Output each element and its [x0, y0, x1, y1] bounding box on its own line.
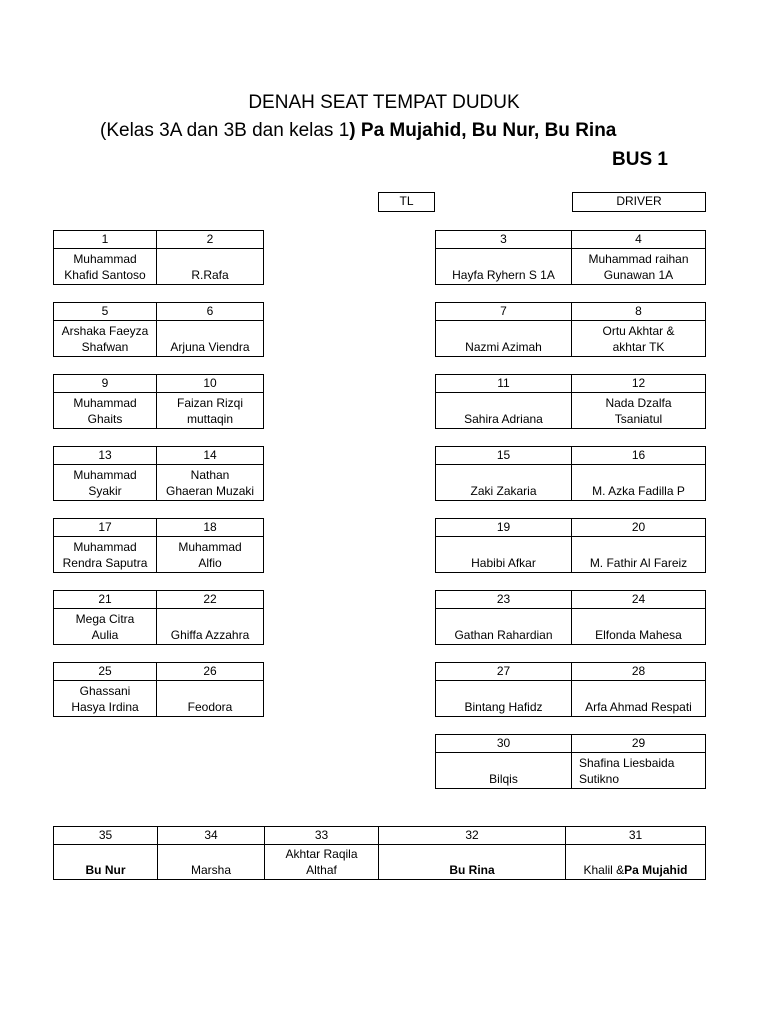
tl-seat: TL [378, 192, 435, 212]
seat-number: 34 [158, 827, 264, 845]
seat-occupant: Sahira Adriana [464, 412, 543, 426]
seat-occupant: Muhammad Syakir [73, 468, 137, 498]
seat-number: 21 [54, 591, 156, 609]
seat-number: 5 [54, 303, 156, 321]
seat-3 [436, 231, 572, 284]
seat-occupant: Marsha [190, 863, 231, 877]
seat-pair [435, 230, 706, 285]
seat-pair [435, 662, 706, 717]
seat-5 [54, 303, 157, 356]
seat-occupant: Bilqis [489, 772, 518, 786]
seat-pair [53, 374, 264, 429]
seat-number: 25 [54, 663, 156, 681]
seat-number: 2 [157, 231, 263, 249]
seat-occupant: Akhtar Raqila Althaf [285, 847, 358, 877]
seat-occupant: Bu Nur [85, 863, 126, 877]
page-subtitle [100, 119, 616, 143]
seat-pair [435, 446, 706, 501]
seat-number: 32 [379, 827, 565, 845]
seat-occupant: Shafina Liesbaida Sutikno [579, 756, 675, 786]
seat-number: 29 [572, 735, 705, 753]
occupant-plain: Khalil & [583, 863, 625, 877]
seat-33 [265, 827, 379, 879]
seat-occupant: Muhammad Rendra Saputra [62, 540, 148, 570]
seat-34 [158, 827, 265, 879]
seat-2 [157, 231, 263, 284]
seat-number: 33 [265, 827, 378, 845]
seat-30 [436, 735, 572, 788]
seat-pair [53, 302, 264, 357]
seat-occupant [566, 845, 705, 879]
seat-number: 14 [157, 447, 263, 465]
seat-number: 6 [157, 303, 263, 321]
seat-pair [53, 662, 264, 717]
seat-17 [54, 519, 157, 572]
seat-occupant: Habibi Afkar [471, 556, 536, 570]
seat-occupant: Faizan Rizqi muttaqin [176, 396, 244, 426]
seat-26 [157, 663, 263, 716]
seat-number: 26 [157, 663, 263, 681]
driver-seat: DRIVER [572, 192, 706, 212]
seat-16 [572, 447, 705, 500]
seat-4 [572, 231, 705, 284]
seat-number: 9 [54, 375, 156, 393]
seat-number: 11 [436, 375, 571, 393]
seat-19 [436, 519, 572, 572]
seat-occupant: M. Fathir Al Fareiz [589, 556, 688, 570]
back-row [53, 826, 706, 880]
seat-occupant: Muhammad Khafid Santoso [64, 252, 146, 282]
seat-occupant: Nathan Ghaeran Muzaki [165, 468, 255, 498]
seat-number: 10 [157, 375, 263, 393]
seat-occupant: Nazmi Azimah [465, 340, 542, 354]
seat-31 [566, 827, 705, 879]
seat-1 [54, 231, 157, 284]
seat-number: 13 [54, 447, 156, 465]
seat-number: 1 [54, 231, 156, 249]
seat-13 [54, 447, 157, 500]
bus-label: BUS 1 [612, 149, 668, 170]
seat-pair [435, 518, 706, 573]
seat-25 [54, 663, 157, 716]
seat-occupant: Ortu Akhtar & akhtar TK [602, 324, 675, 354]
seat-7 [436, 303, 572, 356]
seat-18 [157, 519, 263, 572]
seat-occupant: Elfonda Mahesa [595, 628, 682, 642]
occupant-bold: Pa Mujahid [624, 863, 688, 877]
seat-pair [53, 446, 264, 501]
seat-21 [54, 591, 157, 644]
seat-number: 35 [54, 827, 157, 845]
seat-occupant: Arshaka Faeyza Shafwan [61, 324, 149, 354]
seat-32 [379, 827, 566, 879]
seat-24 [572, 591, 705, 644]
page-title: DENAH SEAT TEMPAT DUDUK [248, 92, 520, 113]
seat-number: 19 [436, 519, 571, 537]
seat-occupant: Bintang Hafidz [464, 700, 543, 714]
seat-pair [435, 302, 706, 357]
seat-number: 27 [436, 663, 571, 681]
seat-number: 3 [436, 231, 571, 249]
seat-occupant: M. Azka Fadilla P [592, 484, 685, 498]
seat-11 [436, 375, 572, 428]
seat-pair [435, 734, 706, 789]
seat-occupant: Arfa Ahmad Respati [585, 700, 692, 714]
seat-number: 28 [572, 663, 705, 681]
seat-27 [436, 663, 572, 716]
subtitle-bold: ) Pa Mujahid, Bu Nur, Bu Rina [349, 120, 617, 141]
seat-35 [54, 827, 158, 879]
seat-20 [572, 519, 705, 572]
seat-number: 15 [436, 447, 571, 465]
seat-number: 17 [54, 519, 156, 537]
seat-12 [572, 375, 705, 428]
seat-number: 30 [436, 735, 571, 753]
seat-28 [572, 663, 705, 716]
seat-pair [53, 230, 264, 285]
seat-occupant: Ghassani Hasya Irdina [71, 684, 139, 714]
seat-occupant: Muhammad raihan Gunawan 1A [588, 252, 689, 282]
seat-23 [436, 591, 572, 644]
seat-pair [53, 518, 264, 573]
seat-occupant: R.Rafa [191, 268, 229, 282]
seat-number: 18 [157, 519, 263, 537]
seat-29 [572, 735, 705, 788]
seat-occupant: Nada Dzalfa Tsaniatul [605, 396, 672, 426]
seat-occupant: Muhammad Ghaits [73, 396, 137, 426]
seat-9 [54, 375, 157, 428]
seat-occupant: Ghiffa Azzahra [170, 628, 250, 642]
seat-6 [157, 303, 263, 356]
seat-number: 20 [572, 519, 705, 537]
seat-occupant: Zaki Zakaria [470, 484, 537, 498]
seat-number: 22 [157, 591, 263, 609]
seat-number: 7 [436, 303, 571, 321]
seat-number: 4 [572, 231, 705, 249]
seat-occupant: Feodora [187, 700, 233, 714]
seat-pair [435, 374, 706, 429]
seat-occupant: Bu Rina [449, 863, 495, 877]
seat-number: 12 [572, 375, 705, 393]
seat-occupant: Hayfa Ryhern S 1A [452, 268, 555, 282]
seat-occupant: Muhammad Alfio [178, 540, 242, 570]
seat-number: 8 [572, 303, 705, 321]
seat-number: 23 [436, 591, 571, 609]
seat-10 [157, 375, 263, 428]
seat-22 [157, 591, 263, 644]
seat-occupant: Mega Citra Aulia [75, 612, 135, 642]
subtitle-plain: (Kelas 3A dan 3B dan kelas 1 [100, 120, 350, 141]
seat-14 [157, 447, 263, 500]
seat-pair [435, 590, 706, 645]
seat-number: 16 [572, 447, 705, 465]
seat-pair [53, 590, 264, 645]
seat-number: 31 [566, 827, 705, 845]
seat-occupant: Gathan Rahardian [454, 628, 553, 642]
seat-occupant: Arjuna Viendra [170, 340, 250, 354]
seat-8 [572, 303, 705, 356]
seat-number: 24 [572, 591, 705, 609]
seat-15 [436, 447, 572, 500]
